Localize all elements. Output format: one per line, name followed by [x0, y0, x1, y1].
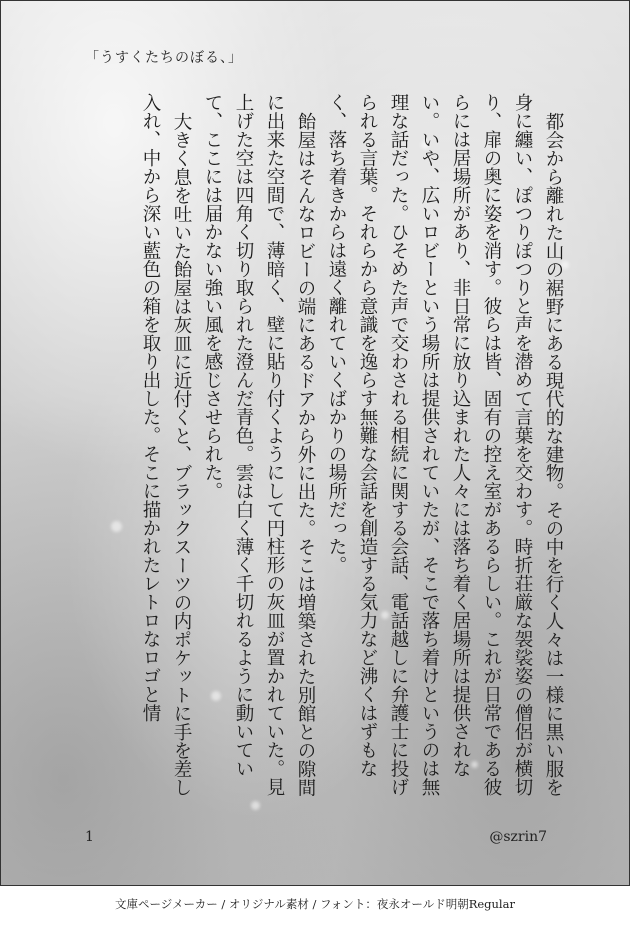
paragraph-2: 飴屋はそんなロビーの端にあるドアから外に出た。そこは増築された別館との隙間に出来た空間で、薄暗く、壁に貼り付くようにして円柱形の灰皿が置かれていた。見上げた空は四角く切り取られた澄んだ青色。雲は白く薄く千切れるように動いていて、ここには届かない強い風を感じさせられた。: [202, 93, 316, 796]
story-title: 「うすくたちのぼる、」: [85, 50, 243, 66]
page-number: 1: [85, 829, 94, 845]
light-speck: [251, 801, 260, 810]
author-handle: @szrin7: [489, 829, 547, 845]
credits-footer: 文庫ページメーカー / オリジナル素材 / フォント：夜永オールド明朝Regular: [115, 897, 515, 911]
light-speck: [111, 521, 122, 532]
paragraph-1: 都会から離れた山の裾野にある現代的な建物。その中を行く人々は一様に黒い服を身に纏い、ぽつりぽつりと声を潜めて言葉を交わす。時折荘厳な袈裟姿の僧侶が横切り、扉の奥に姿を消す。彼らは皆、固有の控え室があるらしい。これが日常である彼らには居場所があり、非日常に放り込まれた人々には落ち着く居場所は提供されない。いや、広いロビーという場所は提供されていたが、そこで落ち着けというのは無理な話だった。ひそめた声で交わされる相続に関する会話、電話越しに弁護士に投げられる言葉。それらから意識を逸らす無難な会話を創造する気力など沸くはずもなく、落ち着きからは遠く離れていくばかりの場所だった。: [326, 93, 564, 796]
story-body: [135, 93, 569, 799]
paragraph-3: 大きく息を吐いた飴屋は灰皿に近付くと、ブラックスーツの内ポケットに手を差し入れ、中から深い藍色の箱を取り出した。そこに描かれたレトロなロゴと情: [140, 93, 192, 796]
